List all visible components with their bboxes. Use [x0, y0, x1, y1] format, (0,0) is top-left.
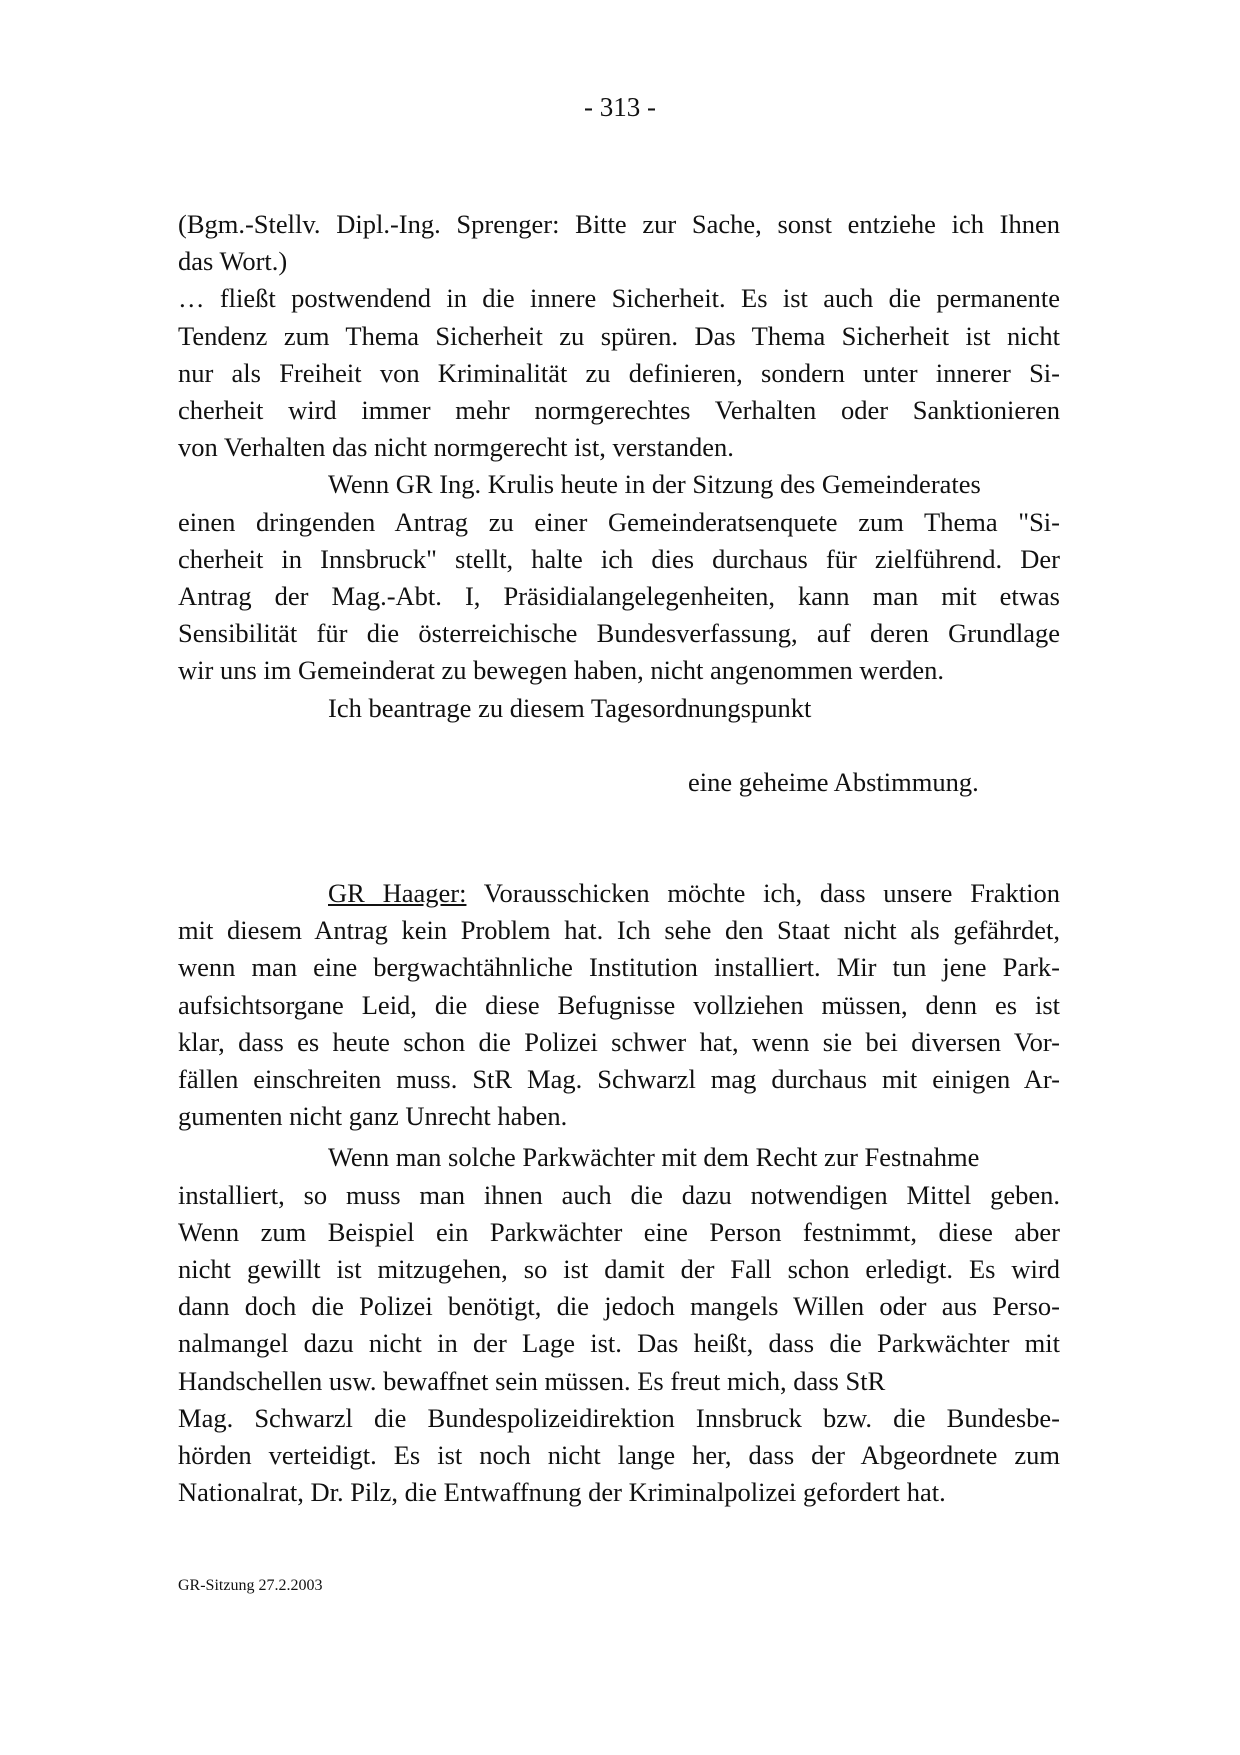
text-line: … fließt postwendend in die innere Sicherheit. Es ist auch die permanente	[178, 283, 1060, 314]
krulis-paragraph	[178, 466, 1060, 689]
speaker-text: Vorausschicken möchte ich, dass unsere Fraktion	[466, 878, 1060, 909]
text-line: Sensibilität für die österreichische Bundesverfassung, auf deren Grundlage	[178, 618, 1060, 649]
motion-text: eine geheime Abstimmung.	[688, 766, 979, 797]
text-line: (Bgm.-Stellv. Dipl.-Ing. Sprenger: Bitte zur Sache, sonst entziehe ich Ihnen	[178, 209, 1060, 239]
speaker-name: GR Haager:	[328, 878, 467, 909]
text-line: cherheit wird immer mehr normgerechtes Verhalten oder Sanktionieren	[178, 395, 1060, 426]
footer-session-date: GR-Sitzung 27.2.2003	[178, 1577, 323, 1594]
text-line: aufsichtsorgane Leid, die diese Befugnisse vollziehen müssen, denn es ist	[178, 989, 1060, 1020]
text-line: nalmangel dazu nicht in der Lage ist. Das heißt, dass die Parkwächter mit	[178, 1328, 1060, 1359]
text-line: gumenten nicht ganz Unrecht haben.	[178, 1101, 568, 1132]
text-line: klar, dass es heute schon die Polizei schwer hat, wenn sie bei diversen Vor-	[178, 1026, 1060, 1057]
text-line: dann doch die Polizei benötigt, die jedoch mangels Willen oder aus Perso-	[178, 1291, 1060, 1322]
text-line: nicht gewillt ist mitzugehen, so ist damit der Fall schon erledigt. Es wird	[178, 1254, 1060, 1285]
text-line: Wenn zum Beispiel ein Parkwächter eine Person festnimmt, diese aber	[178, 1216, 1060, 1247]
text-line: einen dringenden Antrag zu einer Gemeinderatsenquete zum Thema "Si-	[178, 506, 1060, 537]
interjection-paragraph	[178, 206, 1060, 280]
parkwaechter-paragraph	[178, 1139, 1060, 1511]
text-line: Mag. Schwarzl die Bundespolizeidirektion Innsbruck bzw. die Bundesbe-	[178, 1402, 1060, 1433]
text-line: Wenn man solche Parkwächter mit dem Recht zur Festnahme	[328, 1142, 980, 1173]
text-line: installiert, so muss man ihnen auch die dazu notwendigen Mittel geben.	[178, 1179, 1060, 1210]
text-line: Antrag der Mag.-Abt. I, Präsidialangelegenheiten, kann man mit etwas	[178, 581, 1060, 612]
text-line: wenn man eine bergwachtähnliche Institution installiert. Mir tun jene Park-	[178, 952, 1060, 983]
text-line: fällen einschreiten muss. StR Mag. Schwarzl mag durchaus mit einigen Ar-	[178, 1064, 1060, 1095]
transcript-body	[178, 206, 1060, 1512]
text-line: Handschellen usw. bewaffnet sein müssen. Es freut mich, dass StR	[178, 1365, 886, 1396]
motion-intro	[178, 690, 1060, 727]
haager-paragraph	[178, 875, 1060, 1135]
text-line: Tendenz zum Thema Sicherheit zu spüren. Das Thema Sicherheit ist nicht	[178, 320, 1060, 351]
text-line: von Verhalten das nicht normgerecht ist, verstanden.	[178, 432, 734, 463]
text-line: Nationalrat, Dr. Pilz, die Entwaffnung der Kriminalpolizei gefordert hat.	[178, 1477, 946, 1508]
spacer	[178, 801, 1060, 875]
text-line: cherheit in Innsbruck" stellt, halte ich dies durchaus für zielführend. Der	[178, 543, 1060, 574]
text-line: mit diesem Antrag kein Problem hat. Ich sehe den Staat nicht als gefährdet,	[178, 915, 1060, 946]
text-line: hörden verteidigt. Es ist noch nicht lange her, dass der Abgeordnete zum	[178, 1440, 1060, 1471]
text-line: Wenn GR Ing. Krulis heute in der Sitzung des Gemeinderates	[328, 469, 981, 500]
text-line: nur als Freiheit von Kriminalität zu definieren, sondern unter innerer Si-	[178, 357, 1060, 388]
text-line	[178, 875, 1060, 912]
continuation-paragraph	[178, 280, 1060, 466]
text-line: Ich beantrage zu diesem Tagesordnungspunkt	[328, 692, 812, 723]
text-line: wir uns im Gemeinderat zu bewegen haben, nicht angenommen werden.	[178, 655, 945, 686]
page-number: - 313 -	[584, 92, 656, 122]
text-line: das Wort.)	[178, 246, 288, 277]
